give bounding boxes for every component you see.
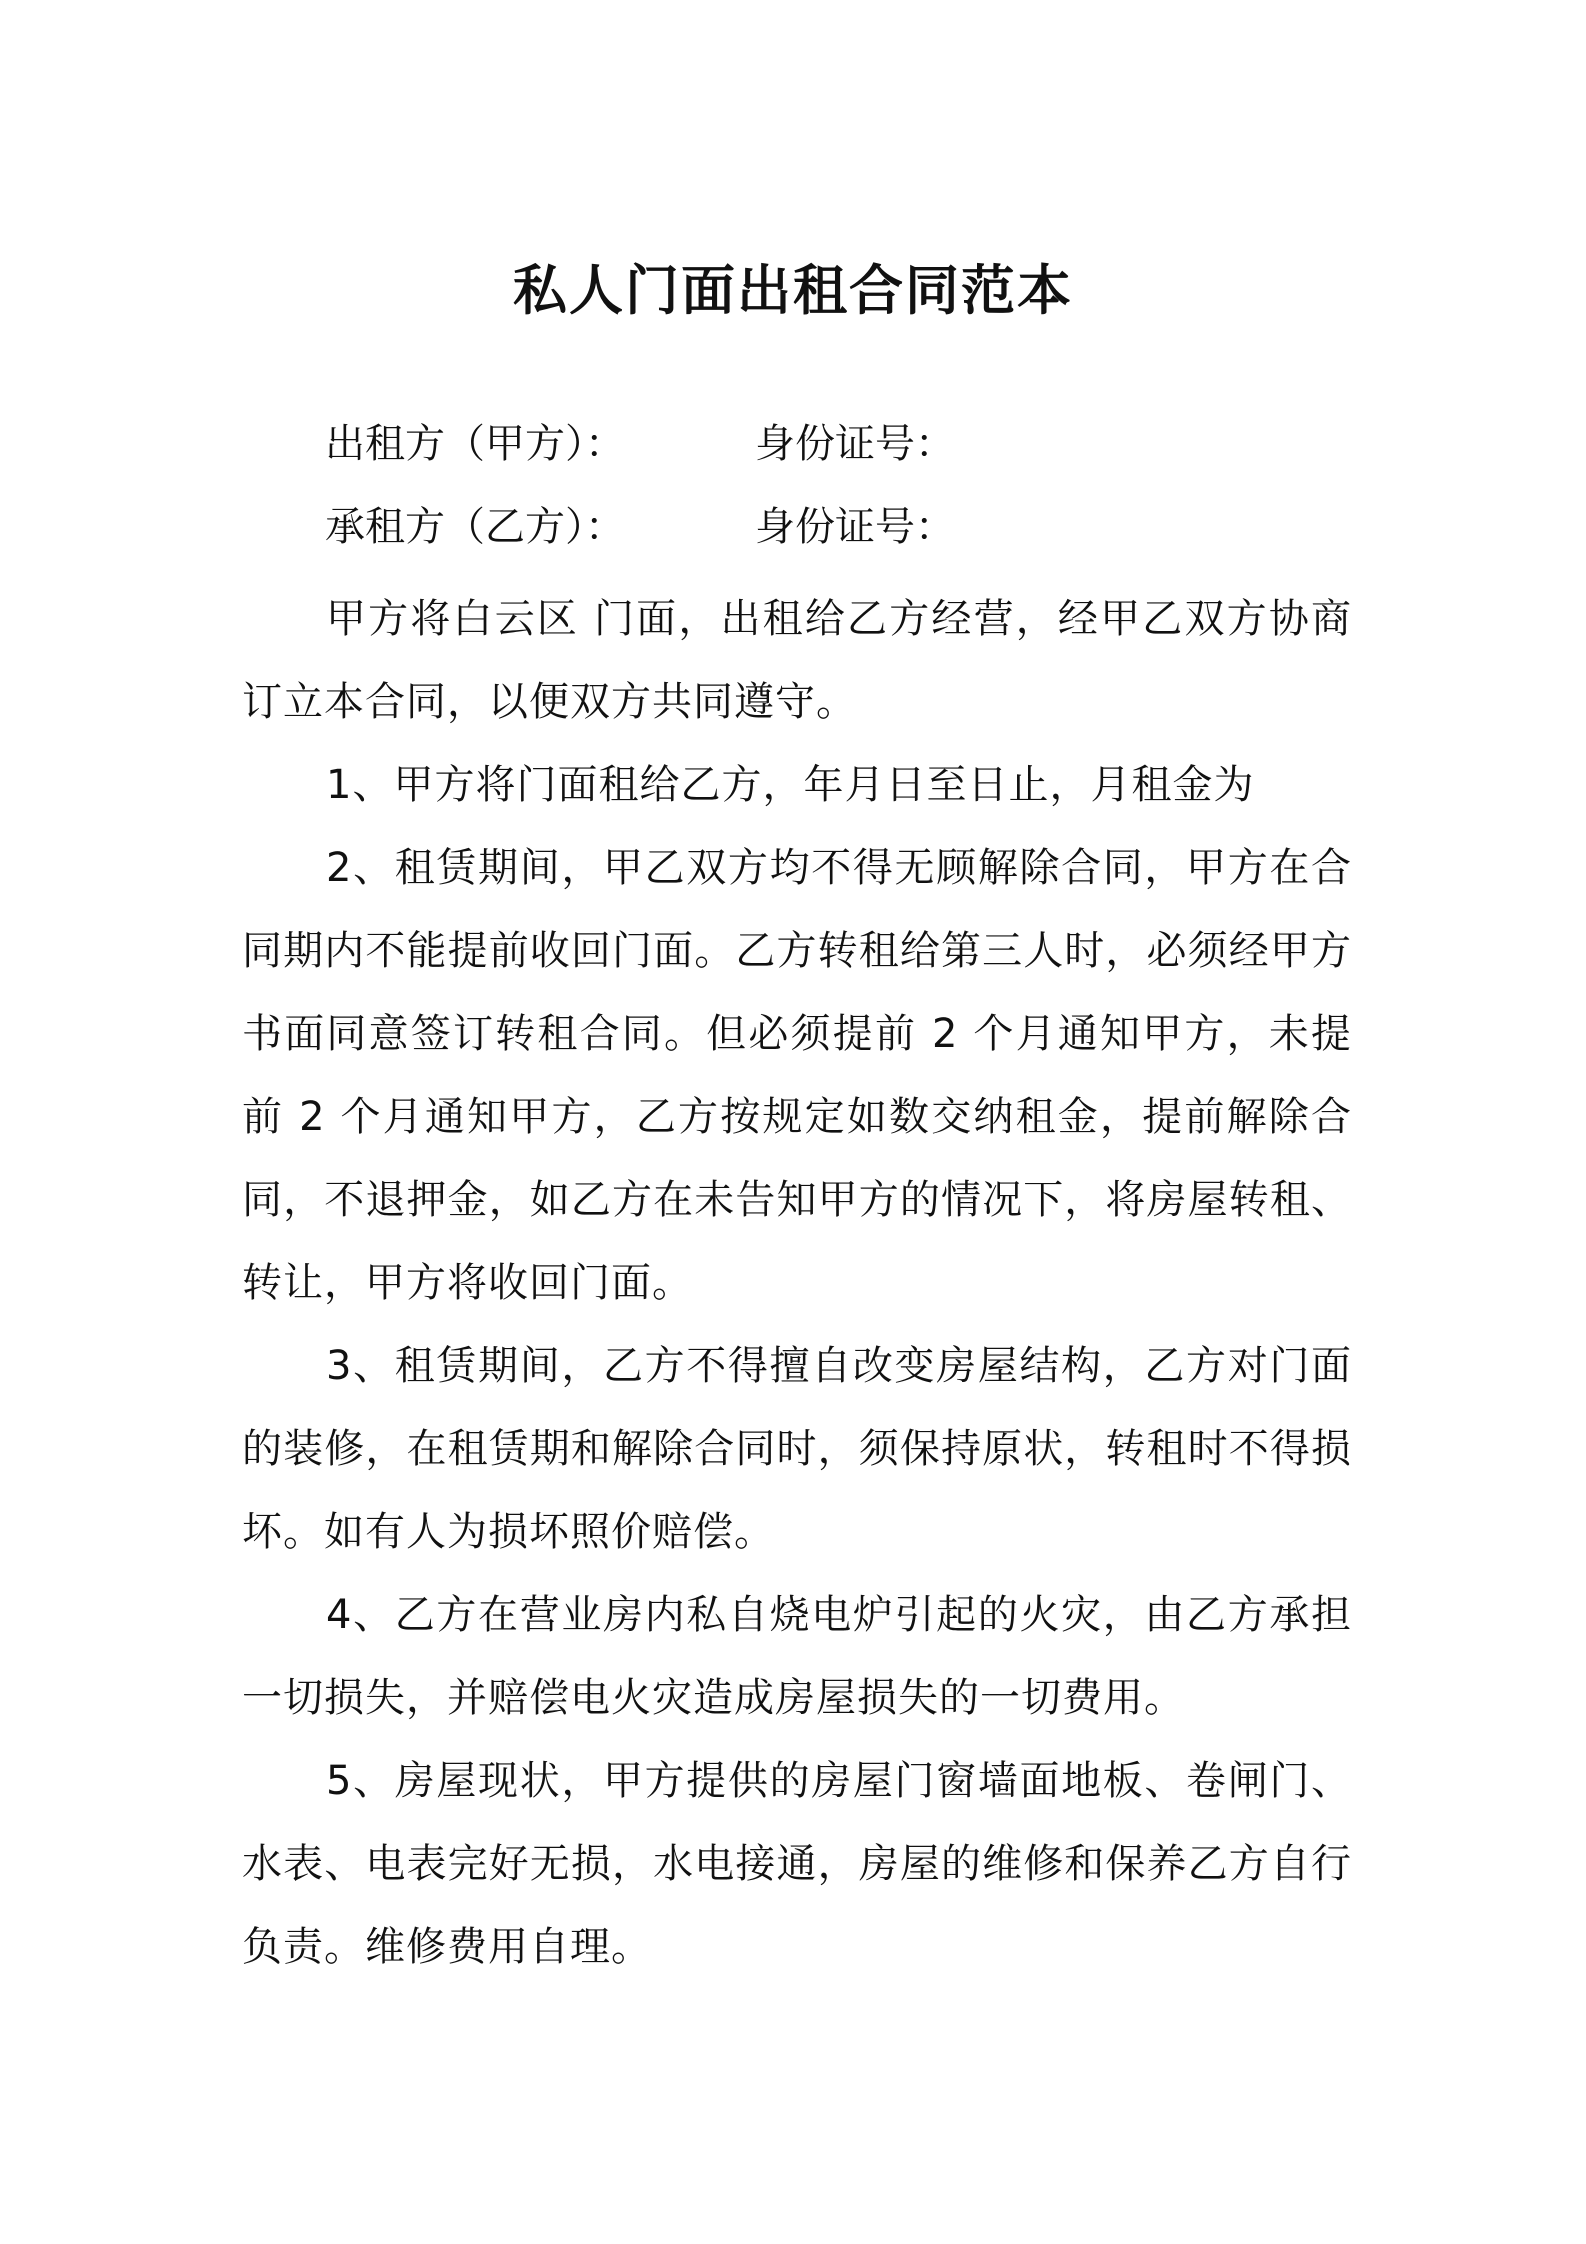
clause-3: 3、租赁期间，乙方不得擅自改变房屋结构，乙方对门面的装修，在租赁期和解除合同时，须保持原状，转租时不得损坏。如有人为损坏照价赔偿。 <box>242 1343 1352 1555</box>
lessor-id-label: 身份证号： <box>755 421 955 467</box>
lessee-label: 承租方（乙方）： <box>325 504 625 550</box>
clause-1: 1、甲方将门面租给乙方，年月日至日止，月租金为 <box>326 762 1255 808</box>
lessor-label: 出租方（甲方）： <box>325 421 625 467</box>
lessee-id-label: 身份证号： <box>755 504 955 550</box>
clause-2: 2、租赁期间，甲乙双方均不得无顾解除合同，甲方在合同期内不能提前收回门面。乙方转租给第三人时，必须经甲方书面同意签订转租合同。但必须提前 2 个月通知甲方，未提前 2 个月通知甲方，乙方按规定如数交纳租金，提前解除合同，不退押金，如乙方在未告知甲方的情况下，将房屋转租、转让，甲方将收回门面。 <box>242 845 1352 1306</box>
contract-body <box>242 578 1352 1989</box>
clause-4: 4、乙方在营业房内私自烧电炉引起的火灾，由乙方承担一切损失，并赔偿电火灾造成房屋损失的一切费用。 <box>242 1592 1352 1721</box>
document-title: 私人门面出租合同范本 <box>513 259 1073 322</box>
intro-paragraph: 甲方将白云区 门面，出租给乙方经营，经甲乙双方协商订立本合同，以便双方共同遵守。 <box>242 596 1352 725</box>
clause-5: 5、房屋现状，甲方提供的房屋门窗墙面地板、卷闸门、水表、电表完好无损，水电接通，房屋的维修和保养乙方自行负责。维修费用自理。 <box>242 1758 1352 1970</box>
